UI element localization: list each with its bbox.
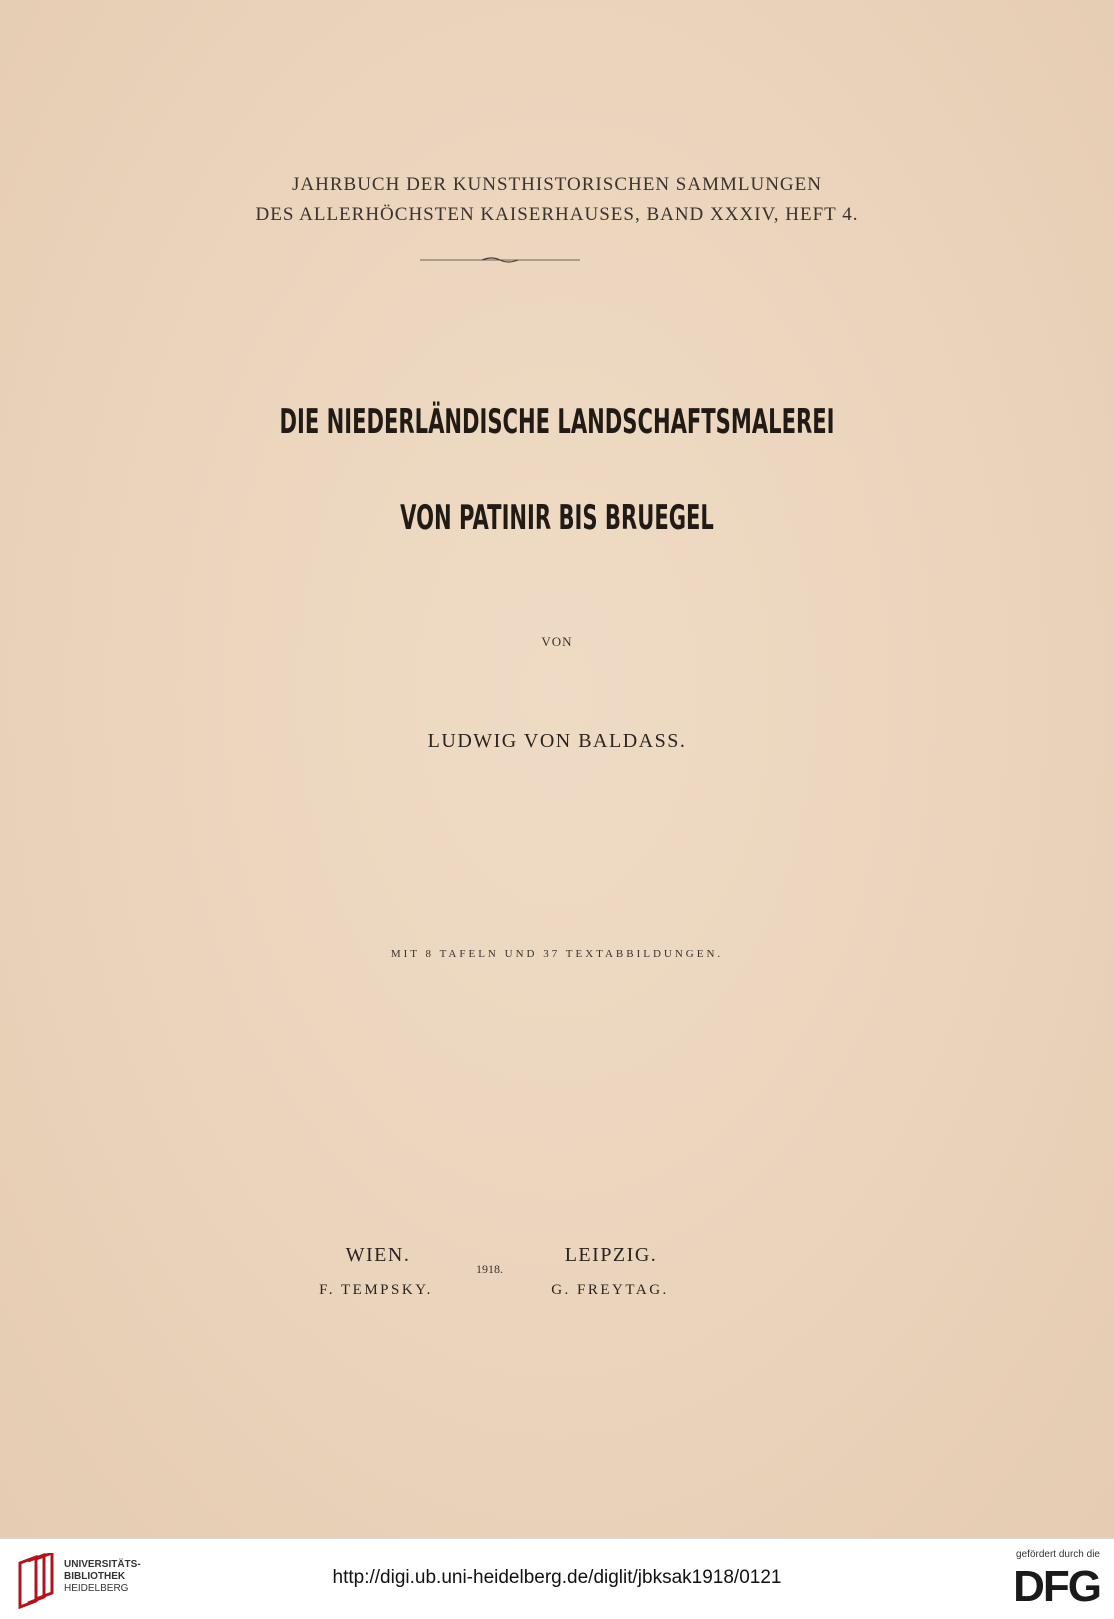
funding-label: gefördert durch die (1016, 1549, 1100, 1560)
library-name-line-3: HEIDELBERG (64, 1583, 129, 1594)
journal-line-1: JAHRBUCH DER KUNSTHISTORISCHEN SAMMLUNGEN (292, 174, 822, 195)
plates-note: MIT 8 TAFELN UND 37 TEXTABBILDUNGEN. (390, 948, 724, 960)
imprint-year: 1918. (476, 1262, 503, 1276)
digitization-footer (0, 1538, 1114, 1619)
dfg-logo: DFG (1013, 1562, 1100, 1611)
title-line-1: DIE NIEDERLÄNDISCHE LANDSCHAFTSMALEREI (279, 402, 835, 442)
imprint-city-right: LEIPZIG. (564, 1244, 658, 1266)
library-name-line-1: UNIVERSITÄTS- (64, 1559, 141, 1570)
by-label: VON (541, 634, 573, 649)
imprint-publisher-left: F. TEMPSKY. (319, 1282, 433, 1298)
journal-line-2: DES ALLERHÖCHSTEN KAISERHAUSES, BAND XXXIV, HEFT 4. (255, 204, 859, 225)
imprint-city-left: WIEN. (345, 1244, 411, 1266)
title-line-2: VON PATINIR BIS BRUEGEL (400, 498, 714, 538)
journal-header (0, 170, 1114, 230)
author-name: LUDWIG VON BALDASS. (427, 730, 687, 752)
library-name-line-2: BIBLIOTHEK (64, 1571, 126, 1582)
imprint-publisher-right: G. FREYTAG. (551, 1282, 669, 1298)
permalink-url[interactable]: http://digi.ub.uni-heidelberg.de/diglit/jbksak1918/0121 (332, 1567, 782, 1588)
ornamental-divider (420, 256, 580, 264)
